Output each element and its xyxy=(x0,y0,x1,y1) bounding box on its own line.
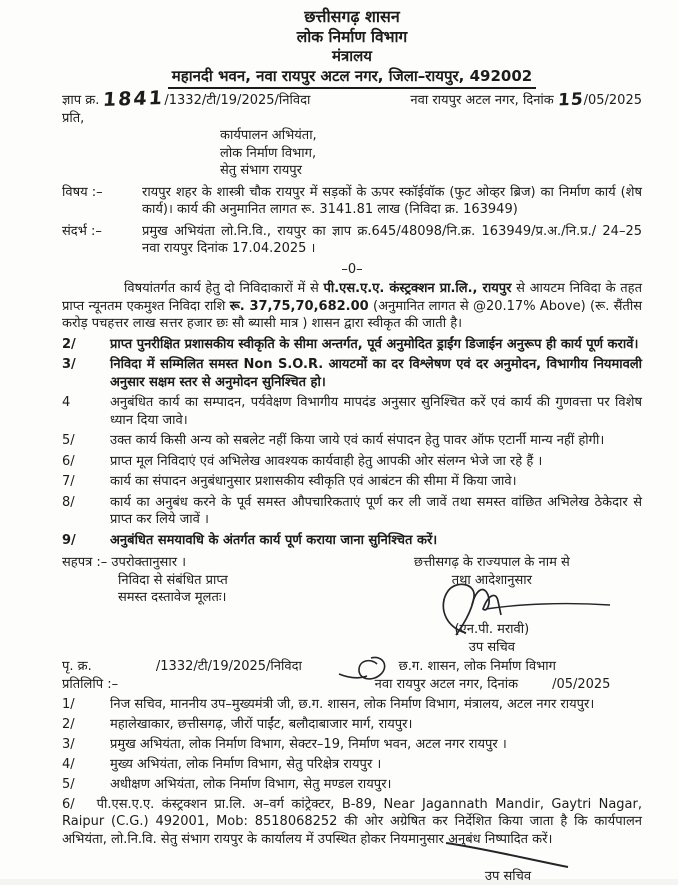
endorsement-ref-number: /1332/टी/19/2025/निविदा xyxy=(156,659,302,674)
handwritten-memo-number: 1841 xyxy=(103,91,165,107)
directive-item xyxy=(62,394,642,429)
enclosure-line xyxy=(62,554,370,572)
subject-row xyxy=(62,184,642,219)
sanction-text: से आयटम निविदा के तहत प्राप्त न्यूनतम एकमुश्त निविदा राशि xyxy=(62,281,642,314)
directive-text: प्राप्त पुनरीक्षित प्रशासकीय स्वीकृति के सीमा अन्तर्गत, पूर्व अनुमोदित ड्राईंग डिजाईन अनुरूप ही कार्य पूर्ण करावें। xyxy=(110,336,642,354)
directive-item xyxy=(62,453,642,471)
copy-number: 3/ xyxy=(62,736,110,754)
authority-signature-block xyxy=(370,554,614,656)
handwritten-day: 15 xyxy=(557,93,584,108)
directive-text: कार्य का अनुबंध करने के पूर्व समस्त औपचारिकताएं पूर्ण कर ली जावें तथा समस्त वांछित अभिलेख ठेकेदार से प्राप्त कर लिये जावें । xyxy=(110,494,642,529)
reference-label: संदर्भ :– xyxy=(62,223,124,258)
directive-item xyxy=(62,494,642,529)
directive-item xyxy=(62,532,642,550)
directive-number: 7/ xyxy=(62,473,110,491)
memo-number xyxy=(62,91,310,110)
section-divider: –0– xyxy=(62,261,642,279)
department-place-label: नवा रायपुर अटल नगर, दिनांक xyxy=(375,677,518,692)
department-line xyxy=(363,658,636,676)
enclosure-detail: निविदा से संबंधित प्राप्त xyxy=(118,572,370,590)
directive-text: अनुबंधित कार्य का सम्पादन, पर्यवेक्षण विभागीय मापदंड अनुसार सुनिश्चित करें एवं कार्य की गुणवत्ता पर विशेष ध्यान दिया जावे। xyxy=(110,394,642,429)
directive-number: 9/ xyxy=(62,532,110,550)
endorsement-ref-label: पृ. क्र. xyxy=(62,659,92,674)
endorsement-number-line xyxy=(62,658,363,676)
directive-text: उक्त कार्य किसी अन्य को सबलेट नहीं किया जाये एवं कार्य संपादन हेतु पावर ऑफ एटार्नी मान्य नहीं होगी। xyxy=(110,432,642,450)
enclosure-detail: समस्त दस्तावेज मूलतः। xyxy=(118,589,370,607)
copy-text: महालेखाकार, छत्तीसगढ़, जीरों पाईंट, बलौदाबाजार मार्ग, रायपुर। xyxy=(110,716,642,734)
directive-number: 6/ xyxy=(62,453,110,471)
sanction-text: विषयांतर्गत कार्य हेतु दो निविदाकारों में से xyxy=(124,281,323,296)
directive-number: 5/ xyxy=(62,432,110,450)
reference-row xyxy=(62,223,642,258)
signature-scribble-icon xyxy=(370,581,614,633)
copy-item xyxy=(62,756,642,774)
enclosure-signature-row xyxy=(62,554,642,656)
subject-label: विषय :– xyxy=(62,184,124,219)
memo-number-label: ज्ञाप क्र. xyxy=(62,93,99,108)
memo-place-date xyxy=(410,92,642,110)
department-signature-block xyxy=(363,658,636,693)
memo-line xyxy=(62,91,642,110)
directive-item xyxy=(62,336,642,354)
government-name: छत्तीसगढ़ शासन xyxy=(62,6,642,27)
copy-to-label: प्रतिलिपि :– xyxy=(62,676,363,694)
sanction-paragraph xyxy=(62,280,642,333)
endorsement-block xyxy=(62,658,363,693)
date-rest: /05/2025 xyxy=(584,93,642,108)
directive-item xyxy=(62,432,642,450)
enclosure-label: सहपत्र :– xyxy=(62,555,107,570)
directive-number: 4 xyxy=(62,394,110,429)
letterhead xyxy=(62,6,642,89)
ministry-name: मंत्रालय xyxy=(62,47,642,66)
copy-number: 1/ xyxy=(62,696,110,714)
directive-number: 2/ xyxy=(62,336,110,354)
copy-item xyxy=(62,696,642,714)
endorsement-row xyxy=(62,658,642,693)
copy-number: 4/ xyxy=(62,756,110,774)
signer-name: (एन.पी. मरावी) xyxy=(370,621,614,639)
department-name: लोक निर्माण विभाग xyxy=(62,27,642,47)
authority-line: छत्तीसगढ़ के राज्यपाल के नाम से xyxy=(370,554,614,572)
directive-text: अनुबंधित समयावधि के अंतर्गत कार्य पूर्ण कराया जाना सुनिश्चित करें। xyxy=(110,532,642,550)
copy-item xyxy=(62,716,642,734)
copy-text: अधीक्षण अभियंता, लोक निर्माण विभाग, सेतु मण्डल रायपुर। xyxy=(110,776,642,794)
directive-item xyxy=(62,473,642,491)
to-label: प्रति, xyxy=(62,110,642,128)
enclosure-text: उपरोक्तानुसार । xyxy=(111,555,186,570)
initial-scribble-icon xyxy=(337,650,393,684)
enclosure-block xyxy=(62,554,370,656)
contractor-name: पी.एस.ए.ए. कंस्ट्रक्शन प्रा.लि., रायपुर xyxy=(323,281,511,296)
copy-item xyxy=(62,736,642,754)
reference-text: प्रमुख अभियंता लो.नि.वि., रायपुर का ज्ञाप क्र.645/48098/नि.क्र. 163949/प्र.अ./नि.प्र./ 24–25 नवा रायपुर दिनांक 17.04.2025 । xyxy=(124,223,642,258)
copy-text: पी.एस.ए.ए. कंस्ट्रक्शन प्रा.लि. अ–वर्ग कांट्रेक्टर, B-89, Near Jagannath Mandir, Gaytri Nagar, Raipur (C.G.) 492001, Mob: 8518068252 की ओर अग्रेषित कर निर्देशित किया जाता है कि कार्यपालन अभियंता, लो.नि.वि. सेतु संभाग रायपुर के कार्यालय में उपस्थित होकर नियमानुसार अनुबंध निष्पादित करें। xyxy=(62,797,642,847)
directive-text: निविदा में सम्मिलित समस्त Non S.O.R. आयटमों का दर विश्लेषण एवं दर अनुमोदन, विभागीय नियमावली अनुसार सक्षम स्तर से अनुमोदन सुनिश्चित हो। xyxy=(110,356,642,391)
office-address: महानदी भवन, नवा रायपुर अटल नगर, जिला–रायपुर, 492002 xyxy=(168,66,536,89)
sanction-text: (अनुमानित लागत से @20.17% Above) (रू. सैंतीस करोड़ पचहत्तर लाख सत्तर हजार छः सौ ब्यासी मात्र ) शासन द्वारा स्वीकृत की जाती है। xyxy=(62,299,642,332)
copy-text: प्रमुख अभियंता, लोक निर्माण विभाग, सेक्टर–19, निर्माण भवन, अटल नगर रायपुर । xyxy=(110,736,642,754)
directive-number: 8/ xyxy=(62,494,110,529)
copy-item xyxy=(62,776,642,794)
footer-signature-block xyxy=(408,838,608,885)
directive-text: प्राप्त मूल निविदाएं एवं अभिलेख आवश्यक कार्यवाही हेतु आपकी ओर संलग्न भेजे जा रहे हैं । xyxy=(110,453,642,471)
directive-number: 3/ xyxy=(62,356,110,391)
addressee-line: सेतु संभाग रायपुर xyxy=(220,162,642,180)
tender-amount: रू. 37,75,70,682.00 xyxy=(230,299,369,314)
place-date-label: नवा रायपुर अटल नगर, दिनांक xyxy=(410,93,553,108)
addressee-line: कार्यपालन अभियंता, xyxy=(220,127,642,145)
directive-item xyxy=(62,356,642,391)
subject-text: रायपुर शहर के शास्त्री चौक रायपुर में सड़कों के ऊपर स्कॉईवॉक (फुट ओव्हर ब्रिज) का निर्माण कार्य (शेष कार्य)। कार्य की अनुमानित लागत रू. 3141.81 लाख (निविदा क्र. 163949) xyxy=(124,184,642,219)
memo-number-rest: /1332/टी/19/2025/निविदा xyxy=(164,93,310,108)
addressee-block xyxy=(220,127,642,180)
signature-stroke-icon xyxy=(442,838,574,870)
signer-title: उप सचिव xyxy=(370,639,614,657)
copy-number: 6/ xyxy=(62,797,75,812)
authority-line: तथा आदेशानुसार xyxy=(370,572,614,590)
copy-number: 5/ xyxy=(62,776,110,794)
department-date-line xyxy=(363,676,636,694)
copy-text: मुख्य अभियंता, लोक निर्माण विभाग, सेतु परिक्षेत्र रायपुर । xyxy=(110,756,642,774)
copy-text: निज सचिव, माननीय उप–मुख्यमंत्री जी, छ.ग. शासन, लोक निर्माण विभाग, मंत्रालय, अटल नगर रायपुर। xyxy=(110,696,642,714)
department-date-value: /05/2025 xyxy=(552,677,610,692)
copy-number: 2/ xyxy=(62,716,110,734)
directive-text: कार्य का संपादन अनुबंधानुसार प्रशासकीय स्वीकृति एवं आबंटन की सीमा में किया जावे। xyxy=(110,473,642,491)
footer-signer-title: उप सचिव xyxy=(408,868,608,885)
department-line-text: छ.ग. शासन, लोक निर्माण विभाग xyxy=(399,659,556,674)
addressee-line: लोक निर्माण विभाग, xyxy=(220,145,642,163)
